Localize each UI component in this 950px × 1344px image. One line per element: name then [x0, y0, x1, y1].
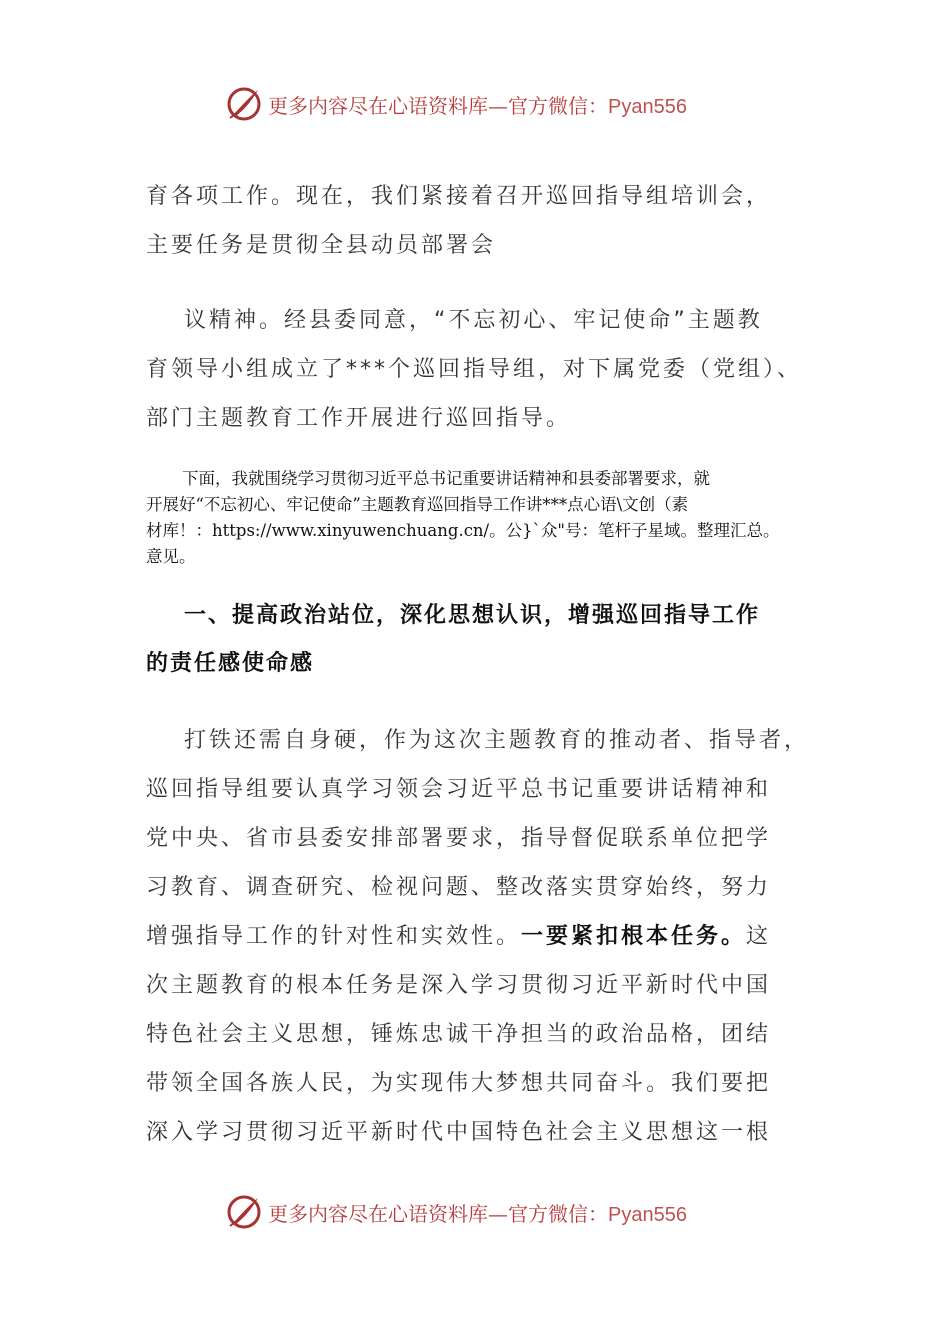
heading-line: 的责任感使命感 [146, 651, 315, 676]
text-segment: 增强指导工作的针对性和实效性。 [146, 924, 522, 949]
text-line: 育领导小组成立了***个巡回指导组，对下属党委（党组）、 [146, 357, 803, 382]
text-line: 议精神。经县委同意，“不忘初心、牢记使命”主题教 [184, 308, 763, 333]
text-line: 主要任务是贯彻全县动员部署会 [146, 233, 497, 258]
text-line: 习教育、调查研究、检视问题、整改落实贯穿始终，努力 [146, 875, 772, 900]
paragraph-2 [146, 296, 806, 443]
quill-logo-icon [226, 86, 262, 122]
banner-slogan: 更多内容尽在心语资料库—官方微信： [268, 1201, 608, 1226]
text-line: 党中央、省市县委安排部署要求，指导督促联系单位把学 [146, 826, 772, 851]
heading-line: 一、提高政治站位，深化思想认识，增强巡回指导工作 [184, 603, 761, 628]
text-line: 深入学习贯彻习近平新时代中国特色社会主义思想这一根 [146, 1120, 772, 1145]
footer-banner [226, 1192, 746, 1232]
header-banner [226, 84, 746, 124]
banner-text [268, 90, 687, 119]
text-line: 部门主题教育工作开展进行巡回指导。 [146, 406, 572, 431]
bold-key-point: 一要紧扣根本任务。 [521, 924, 747, 949]
banner-text [268, 1198, 687, 1227]
quill-logo-icon [226, 1194, 262, 1230]
body-paragraph [146, 716, 810, 1157]
banner-slogan: 更多内容尽在心语资料库—官方微信： [268, 93, 608, 118]
text-line: 巡回指导组要认真学习领会习近平总书记重要讲话精神和 [146, 777, 772, 802]
wechat-id: Pyan556 [608, 95, 687, 118]
intro-paragraph [146, 172, 806, 270]
wechat-id: Pyan556 [608, 1203, 687, 1226]
text-line: 开展好“不忘初心、牢记使命”主题教育巡回指导工作讲***点心语\文创（素 [146, 495, 689, 514]
text-line: 下面，我就围绕学习贯彻习近平总书记重要讲话精神和县委部署要求，就 [182, 469, 710, 488]
text-line: 育各项工作。现在，我们紧接着召开巡回指导组培训会， [146, 184, 772, 209]
note-paragraph [146, 466, 816, 570]
text-line [146, 912, 806, 961]
text-line: 带领全国各族人民，为实现伟大梦想共同奋斗。我们要把 [146, 1071, 772, 1096]
text-line: 打铁还需自身硬，作为这次主题教育的推动者、指导者， [184, 728, 810, 753]
text-line: 意见。 [146, 547, 196, 566]
text-line: 材库！：https://www.xinyuwenchuang.cn/。公}`众"号：笔杆子星域。整理汇总。 [146, 521, 780, 540]
section-heading [146, 592, 826, 688]
text-segment: 这 [746, 924, 772, 949]
text-line: 次主题教育的根本任务是深入学习贯彻习近平新时代中国 [146, 973, 772, 998]
text-line: 特色社会主义思想，锤炼忠诚干净担当的政治品格，团结 [146, 1022, 772, 1047]
